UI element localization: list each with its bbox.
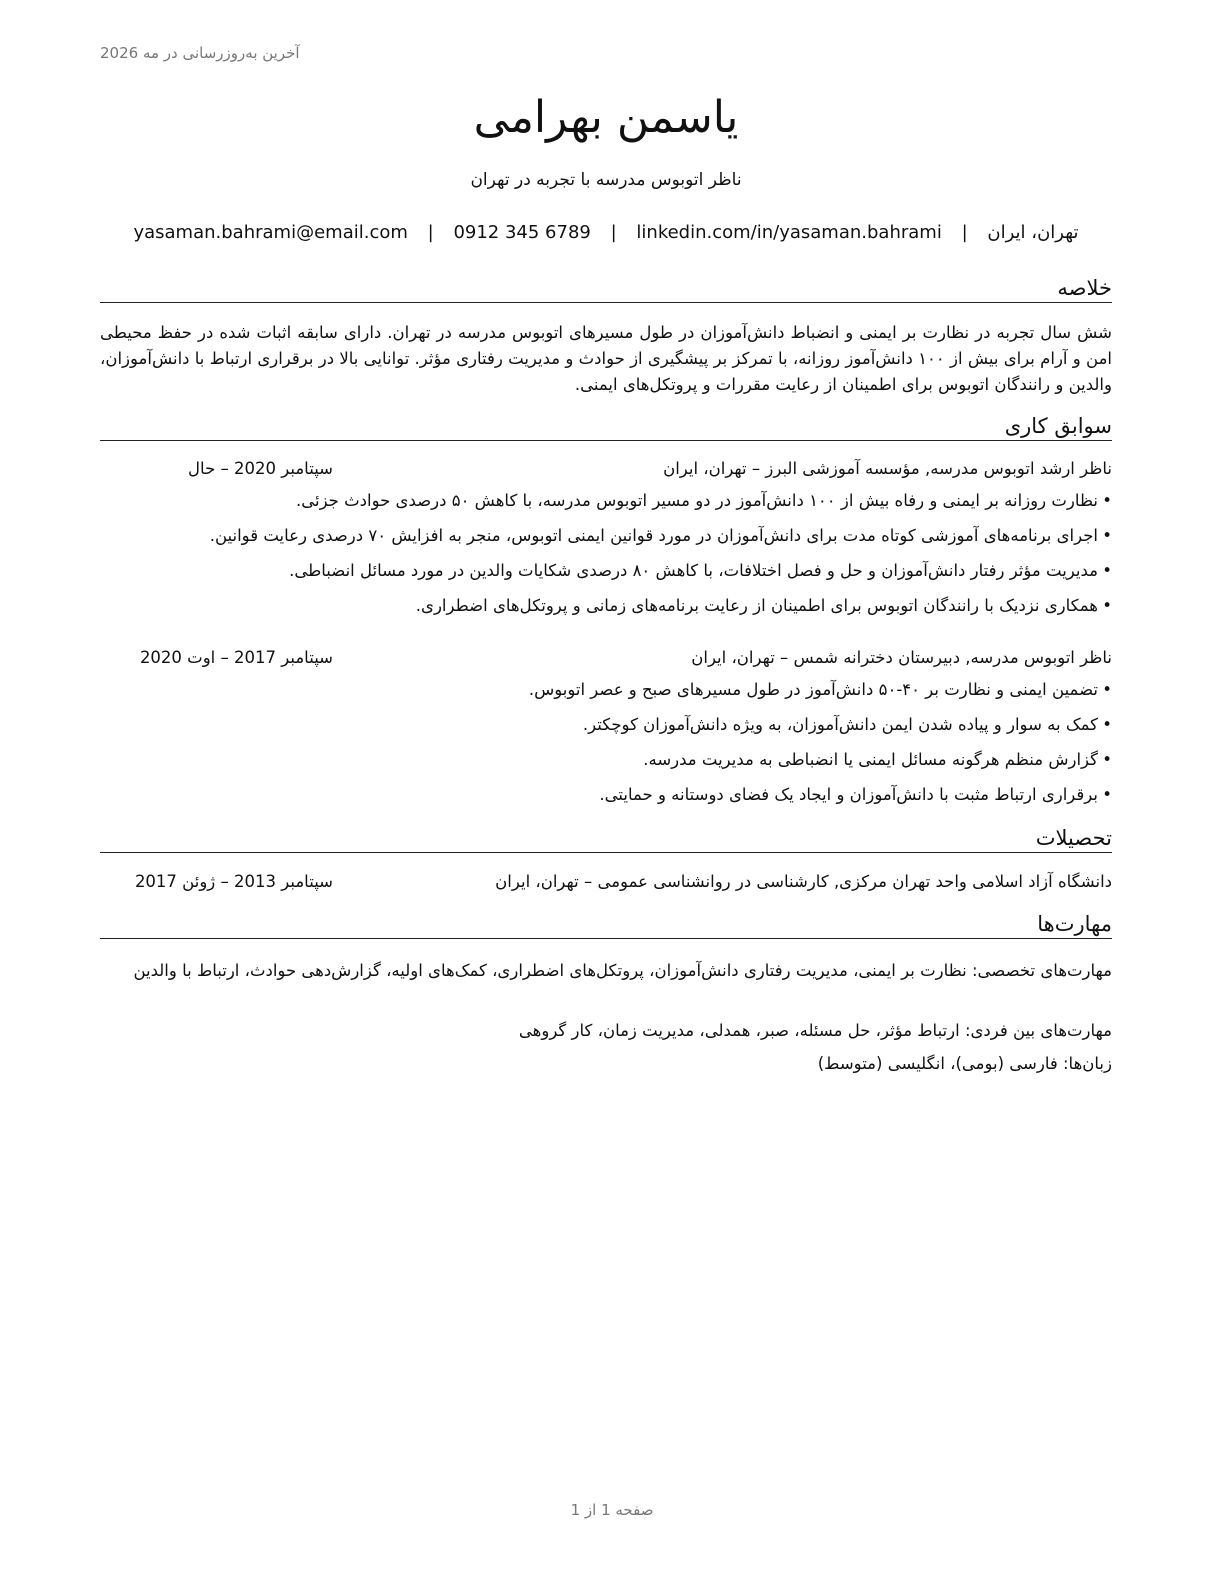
list-item: •اجرای برنامه‌های آموزشی کوتاه مدت برای دانش‌آموزان در مورد قوانین ایمنی اتوبوس، منجر به افزایش ۷۰ درصدی رعایت قوانین. (209, 526, 1112, 545)
contact-separator: | (610, 222, 617, 243)
job-bullets (100, 489, 1112, 629)
list-item: •برقراری ارتباط مثبت با دانش‌آموزان و ایجاد یک فضای دوستانه و حمایتی. (599, 785, 1112, 804)
list-item: •نظارت روزانه بر ایمنی و رفاه بیش از ۱۰۰ دانش‌آموز در دو مسیر اتوبوس مدرسه، با کاهش ۵۰ درصدی حوادث جزئی. (295, 491, 1112, 510)
job-dates: سپتامبر 2017 – اوت 2020 (139, 648, 333, 667)
page-number: صفحه 1 از 1 (570, 1501, 654, 1519)
list-item: •همکاری نزدیک با رانندگان اتوبوس برای اطمینان از رعایت برنامه‌های زمانی و پروتکل‌های اضطراری. (415, 596, 1112, 615)
skills-interpersonal: مهارت‌های بین فردی: ارتباط مؤثر، حل مسئله، صبر، همدلی، مدیریت زمان، کار گروهی (518, 1021, 1112, 1040)
education-degree: دانشگاه آزاد اسلامی واحد تهران مرکزی, کارشناسی در روانشناسی عمومی – تهران، ایران (495, 872, 1112, 891)
job-header (100, 648, 1112, 672)
resume-page (100, 0, 1112, 1584)
contact-location: تهران، ایران (987, 222, 1079, 243)
contact-separator: | (961, 222, 968, 243)
contact-email[interactable]: yasaman.bahrami@email.com (133, 222, 408, 243)
contact-linkedin[interactable]: linkedin.com/in/yasaman.bahrami (636, 222, 942, 243)
list-item: •تضمین ایمنی و نظارت بر ۴۰-۵۰ دانش‌آموز در طول مسیرهای صبح و عصر اتوبوس. (528, 680, 1112, 699)
summary-text: شش سال تجربه در نظارت بر ایمنی و انضباط دانش‌آموزان در طول مسیرهای اتوبوس مدرسه در تهران. دارای سابقه اثبات شده در حفظ محیطی امن و آرام برای بیش از ۱۰۰ دانش‌آموز روزانه، با تمرکز بر پیشگیری از حوادث و مدیریت رفتاری مؤثر. توانایی بالا در برقراری ارتباط با دانش‌آموزان، والدین و رانندگان اتوبوس برای اطمینان از رعایت مقررات و پروتکل‌های ایمنی. (100, 323, 1112, 394)
education-heading: تحصیلات (100, 826, 1112, 853)
list-item: •مدیریت مؤثر رفتار دانش‌آموزان و حل و فصل اختلافات، با کاهش ۸۰ درصدی شکایات والدین در مورد مسائل انضباطی. (289, 561, 1112, 580)
job-role: ناظر ارشد اتوبوس مدرسه, مؤسسه آموزشی البرز – تهران، ایران (663, 459, 1112, 478)
contact-phone: 0912 345 6789 (453, 222, 591, 243)
job-role: ناظر اتوبوس مدرسه, دبیرستان دخترانه شمس – تهران، ایران (691, 648, 1112, 667)
experience-heading: سوابق کاری (100, 414, 1112, 441)
contact-line (100, 222, 1112, 243)
job-dates: سپتامبر 2020 – حال (188, 459, 333, 478)
summary-heading: خلاصه (100, 276, 1112, 303)
job-header (100, 459, 1112, 483)
skills-technical: مهارت‌های تخصصی: نظارت بر ایمنی، مدیریت رفتاری دانش‌آموزان، پروتکل‌های اضطراری، کمک‌های اولیه، گزارش‌دهی حوادث، ارتباط با والدین (133, 961, 1112, 980)
contact-separator: | (427, 222, 434, 243)
last-updated-note: آخرین به‌روزرسانی در مه 2026 (100, 44, 300, 62)
job-bullets (100, 678, 1112, 818)
list-item: •کمک به سوار و پیاده شدن ایمن دانش‌آموزان، به ویژه دانش‌آموزان کوچکتر. (582, 715, 1112, 734)
skills-languages: زبان‌ها: فارسی (بومی)، انگلیسی (متوسط) (817, 1054, 1112, 1073)
list-item: •گزارش منظم هرگونه مسائل ایمنی یا انضباطی به مدیریت مدرسه. (643, 750, 1112, 769)
candidate-name: یاسمن بهرامی (473, 92, 739, 143)
skills-heading: مهارت‌ها (100, 912, 1112, 939)
education-entry (100, 872, 1112, 896)
education-dates: سپتامبر 2013 – ژوئن 2017 (134, 872, 333, 891)
candidate-tagline: ناظر اتوبوس مدرسه با تجربه در تهران (470, 170, 742, 190)
